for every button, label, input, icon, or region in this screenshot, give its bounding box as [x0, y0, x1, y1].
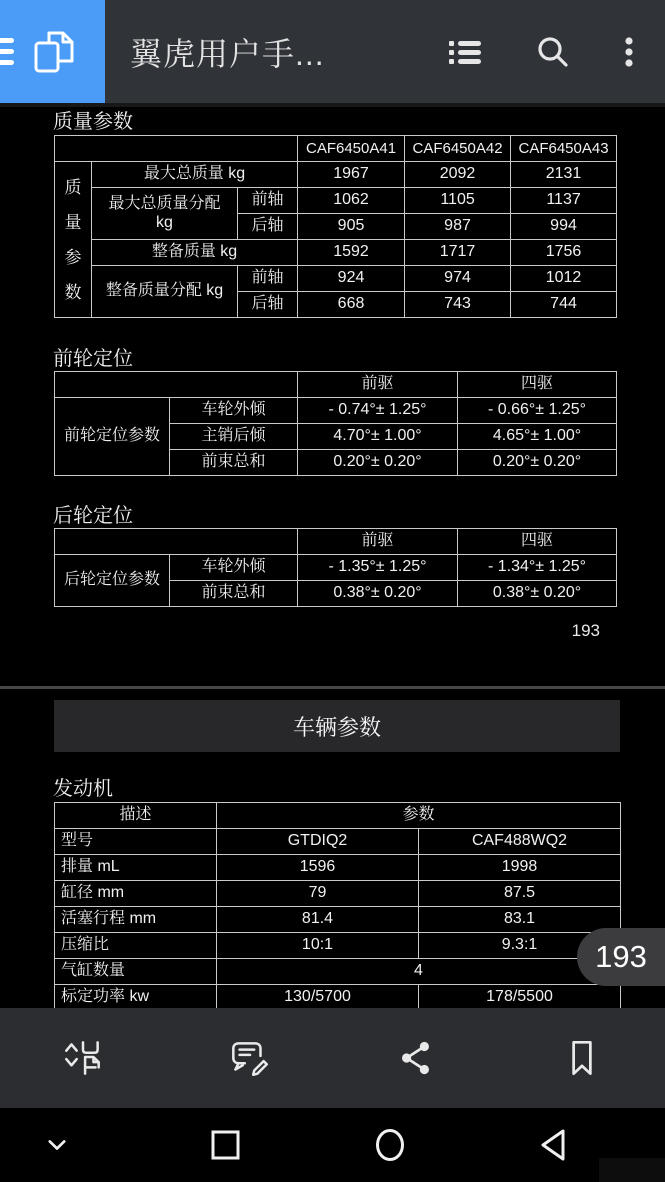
- page-scrubber-badge[interactable]: [577, 928, 665, 986]
- share-icon: [393, 1035, 439, 1081]
- value-cell: 1012: [511, 266, 617, 292]
- group-label-cell: 后轮定位参数: [55, 555, 170, 607]
- overflow-menu-icon: [607, 30, 651, 74]
- value-cell: 924: [298, 266, 405, 292]
- view-mode-icon: [60, 1035, 106, 1081]
- blank-cell: [55, 529, 298, 555]
- nav-corner-artifact: [599, 1158, 665, 1182]
- overflow-menu-button[interactable]: [601, 24, 657, 80]
- row-label: 缸径 mm: [55, 881, 217, 907]
- section-title-mass: 质量参数: [53, 111, 133, 133]
- table-row: [55, 136, 617, 162]
- recents-button[interactable]: [203, 1123, 247, 1167]
- mass-parameters-table: [54, 135, 617, 318]
- row-label: 压缩比: [55, 933, 217, 959]
- axle-label: 后轴: [238, 292, 298, 318]
- table-row: [55, 985, 621, 1011]
- value-cell: 4.70°± 1.00°: [298, 424, 458, 450]
- badge-page-number: 193: [595, 939, 647, 974]
- value-cell: 0.20°± 0.20°: [298, 450, 458, 476]
- value-cell: 743: [405, 292, 511, 318]
- column-header: 描述: [55, 803, 217, 829]
- row-label: 整备质量 kg: [92, 240, 298, 266]
- comment-edit-icon: [226, 1035, 272, 1081]
- group-label-cell: 质量参数: [55, 162, 92, 318]
- value-cell: 130/5700: [217, 985, 419, 1011]
- value-cell: 1062: [298, 188, 405, 214]
- value-cell: 974: [405, 266, 511, 292]
- axle-label: 后轴: [238, 214, 298, 240]
- table-row: [55, 188, 617, 214]
- value-cell: 1998: [419, 855, 621, 881]
- back-button[interactable]: [533, 1123, 577, 1167]
- row-label: 型号: [55, 829, 217, 855]
- column-header: 四驱: [458, 529, 617, 555]
- table-row: [55, 240, 617, 266]
- column-header: 前驱: [298, 372, 458, 398]
- value-cell: 905: [298, 214, 405, 240]
- value-cell: 1592: [298, 240, 405, 266]
- value-cell: 1967: [298, 162, 405, 188]
- engine-table: [54, 802, 621, 1011]
- row-label: 标定功率 kw: [55, 985, 217, 1011]
- row-label: 排量 mL: [55, 855, 217, 881]
- document-title: 翼虎用户手...: [130, 35, 325, 72]
- value-cell: 4.65°± 1.00°: [458, 424, 617, 450]
- pages-icon: [30, 27, 78, 77]
- blank-cell: [55, 372, 298, 398]
- value-cell: - 0.66°± 1.25°: [458, 398, 617, 424]
- column-header: CAF6450A43: [511, 136, 617, 162]
- outline-list-button[interactable]: [437, 24, 493, 80]
- menu-icon: [0, 38, 14, 43]
- row-label: 主销后倾: [170, 424, 298, 450]
- row-label: 车轮外倾: [170, 555, 298, 581]
- comment-edit-button[interactable]: [166, 1008, 332, 1108]
- value-cell: 1717: [405, 240, 511, 266]
- front-alignment-table: [54, 371, 617, 476]
- value-cell: 2131: [511, 162, 617, 188]
- search-button[interactable]: [525, 24, 581, 80]
- table-row: [55, 529, 617, 555]
- value-cell: 87.5: [419, 881, 621, 907]
- column-header: 四驱: [458, 372, 617, 398]
- value-cell: 83.1: [419, 907, 621, 933]
- table-row: [55, 372, 617, 398]
- recents-square-icon: [205, 1125, 245, 1165]
- row-label: 车轮外倾: [170, 398, 298, 424]
- value-cell: GTDIQ2: [217, 829, 419, 855]
- value-cell: 668: [298, 292, 405, 318]
- blank-cell: [55, 136, 298, 162]
- table-row: [55, 959, 621, 985]
- value-cell: 178/5500: [419, 985, 621, 1011]
- table-row: [55, 829, 621, 855]
- value-cell: - 1.35°± 1.25°: [298, 555, 458, 581]
- back-triangle-icon: [535, 1125, 575, 1165]
- value-cell: 987: [405, 214, 511, 240]
- value-cell: CAF488WQ2: [419, 829, 621, 855]
- share-button[interactable]: [333, 1008, 499, 1108]
- hide-nav-chevron-icon: [39, 1127, 75, 1163]
- value-cell: 0.20°± 0.20°: [458, 450, 617, 476]
- section-title-rear-alignment: 后轮定位: [53, 505, 133, 527]
- table-row: [55, 162, 617, 188]
- value-cell: 1137: [511, 188, 617, 214]
- bottom-toolbar: [0, 1008, 665, 1108]
- bookmark-button[interactable]: [499, 1008, 665, 1108]
- home-circle-icon: [370, 1125, 410, 1165]
- table-row: [55, 555, 617, 581]
- android-nav-bar: [0, 1108, 665, 1182]
- search-icon: [531, 30, 575, 74]
- table-row: [55, 398, 617, 424]
- pages-tab-button[interactable]: [0, 0, 105, 103]
- value-cell: 2092: [405, 162, 511, 188]
- view-mode-button[interactable]: [0, 1008, 166, 1108]
- home-button[interactable]: [368, 1123, 412, 1167]
- axle-label: 前轴: [238, 188, 298, 214]
- value-cell: 1596: [217, 855, 419, 881]
- column-header: CAF6450A41: [298, 136, 405, 162]
- table-row: [55, 803, 621, 829]
- value-cell: - 0.74°± 1.25°: [298, 398, 458, 424]
- value-cell: 0.38°± 0.20°: [298, 581, 458, 607]
- section-title-engine: 发动机: [53, 778, 113, 800]
- table-row: [55, 881, 621, 907]
- value-cell: 79: [217, 881, 419, 907]
- value-cell: 1756: [511, 240, 617, 266]
- row-label: 最大总质量 kg: [92, 162, 298, 188]
- hide-nav-button[interactable]: [35, 1123, 79, 1167]
- page-separator: [0, 686, 665, 689]
- table-row: [55, 907, 621, 933]
- value-cell: 10:1: [217, 933, 419, 959]
- column-header: 参数: [217, 803, 621, 829]
- value-cell: 1105: [405, 188, 511, 214]
- page-number: 193: [571, 621, 600, 640]
- row-label: 整备质量分配 kg: [92, 266, 238, 318]
- row-label: 最大总质量分配 kg: [92, 188, 238, 240]
- axle-label: 前轴: [238, 266, 298, 292]
- row-label: 前束总和: [170, 581, 298, 607]
- section-title-front-alignment: 前轮定位: [53, 348, 133, 370]
- value-cell: 81.4: [217, 907, 419, 933]
- column-header: CAF6450A42: [405, 136, 511, 162]
- row-label: 前束总和: [170, 450, 298, 476]
- column-header: 前驱: [298, 529, 458, 555]
- value-cell: 994: [511, 214, 617, 240]
- value-cell: 4: [217, 959, 621, 985]
- bookmark-icon: [559, 1035, 605, 1081]
- table-row: [55, 266, 617, 292]
- group-label-cell: 前轮定位参数: [55, 398, 170, 476]
- row-label: 活塞行程 mm: [55, 907, 217, 933]
- outline-list-icon: [443, 30, 487, 74]
- chapter-header-bar: 车辆参数: [54, 700, 620, 752]
- app-bar: [0, 0, 665, 103]
- row-label: 气缸数量: [55, 959, 217, 985]
- value-cell: 9.3:1: [419, 933, 621, 959]
- value-cell: 744: [511, 292, 617, 318]
- value-cell: - 1.34°± 1.25°: [458, 555, 617, 581]
- table-row: [55, 933, 621, 959]
- table-row: [55, 855, 621, 881]
- value-cell: 0.38°± 0.20°: [458, 581, 617, 607]
- rear-alignment-table: [54, 528, 617, 607]
